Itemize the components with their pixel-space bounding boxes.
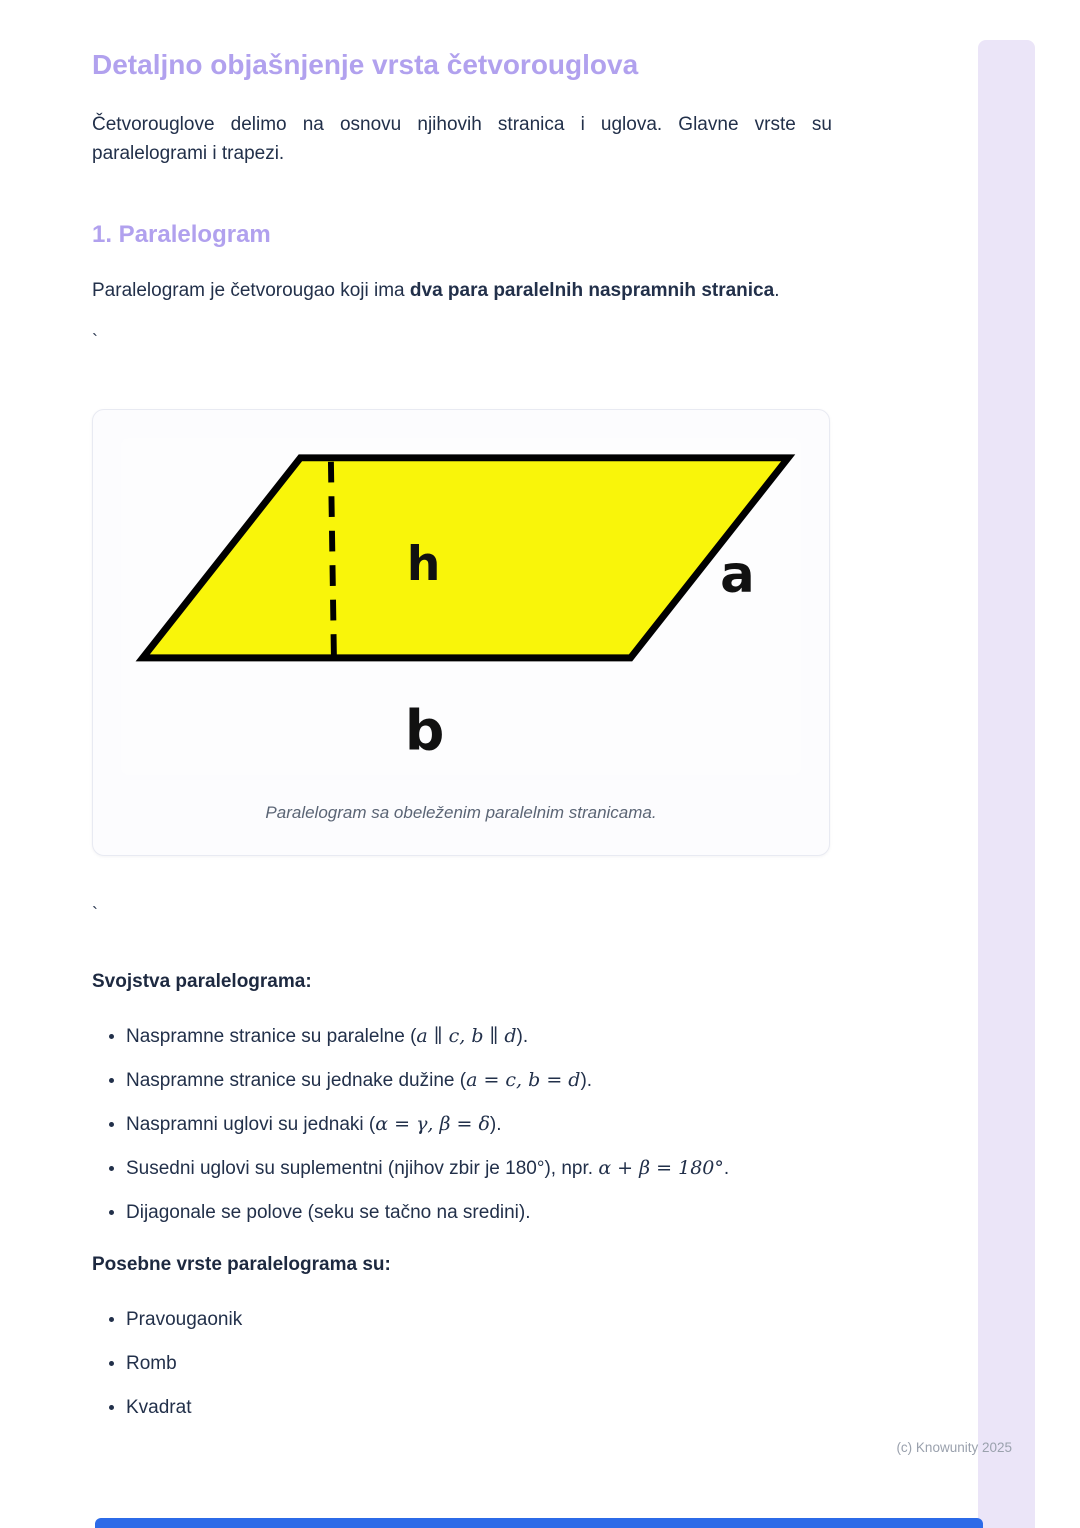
special-type-item-1: • Pravougaonik bbox=[126, 1305, 832, 1334]
stray-backtick-top: ` bbox=[92, 331, 98, 351]
intro-paragraph: Četvorouglove delimo na osnovu njihovih stranica i uglova. Glavne vrste su paralelogrami i trapezi. bbox=[92, 114, 832, 164]
parallelogram-shape bbox=[143, 458, 788, 658]
bottom-blue-bar bbox=[95, 1518, 983, 1528]
property-suffix: . bbox=[723, 1158, 730, 1180]
property-suffix: ). bbox=[516, 1026, 529, 1048]
properties-list bbox=[92, 1022, 832, 1227]
definition-suffix: . bbox=[774, 280, 780, 301]
label-a: a bbox=[720, 544, 755, 605]
property-item-4 bbox=[126, 1154, 832, 1183]
math-expression: α = γ, β = δ bbox=[375, 1113, 490, 1136]
special-type-item-3: • Kvadrat bbox=[126, 1393, 832, 1422]
property-text: Dijagonale se polove (seku se tačno na sredini). bbox=[126, 1202, 531, 1224]
figure-caption: Paralelogram sa obeleženim paralelnim stranicama. bbox=[265, 803, 657, 823]
property-text: Naspramni uglovi su jednaki ( bbox=[126, 1114, 376, 1136]
definition-paragraph bbox=[92, 276, 832, 305]
special-type-item-2: • Romb bbox=[126, 1349, 832, 1378]
label-b: b bbox=[404, 699, 445, 764]
figure-card bbox=[92, 409, 830, 856]
definition-text: Paralelogram je četvorougao koji ima bbox=[92, 280, 410, 301]
math-expression: α + β = 180° bbox=[598, 1157, 724, 1180]
label-h: h bbox=[406, 537, 441, 593]
document-content bbox=[92, 0, 832, 1437]
special-types-list bbox=[92, 1305, 832, 1422]
stray-backtick-bottom: ` bbox=[92, 904, 98, 925]
property-text: Naspramne stranice su jednake dužine ( bbox=[126, 1070, 467, 1092]
property-item-5 bbox=[126, 1198, 832, 1227]
section-heading-paralelogram: 1. Paralelogram bbox=[92, 221, 271, 248]
property-item-2 bbox=[126, 1066, 832, 1095]
math-expression: a = c, b = d bbox=[466, 1069, 581, 1092]
special-types-heading: Posebne vrste paralelograma su: bbox=[92, 1254, 391, 1276]
copyright-notice: (c) Knowunity 2025 bbox=[896, 1440, 1012, 1455]
parallelogram-svg bbox=[121, 446, 801, 771]
property-text: Susedni uglovi su suplementni (njihov zbir je 180°), npr. bbox=[126, 1158, 599, 1180]
definition-bold-text: dva para paralelnih naspramnih stranica bbox=[409, 280, 775, 301]
property-text: Naspramne stranice su paralelne ( bbox=[126, 1026, 417, 1048]
parallelogram-figure bbox=[121, 438, 801, 775]
right-sidebar-strip bbox=[978, 40, 1035, 1528]
property-suffix: ). bbox=[580, 1070, 593, 1092]
page-title: Detaljno objašnjenje vrsta četvorouglova bbox=[92, 49, 639, 80]
property-item-3 bbox=[126, 1110, 832, 1139]
math-expression: a ∥ c, b ∥ d bbox=[416, 1025, 517, 1048]
property-suffix: ). bbox=[489, 1114, 502, 1136]
property-item-1 bbox=[126, 1022, 832, 1051]
properties-heading: Svojstva paralelograma: bbox=[92, 971, 312, 993]
